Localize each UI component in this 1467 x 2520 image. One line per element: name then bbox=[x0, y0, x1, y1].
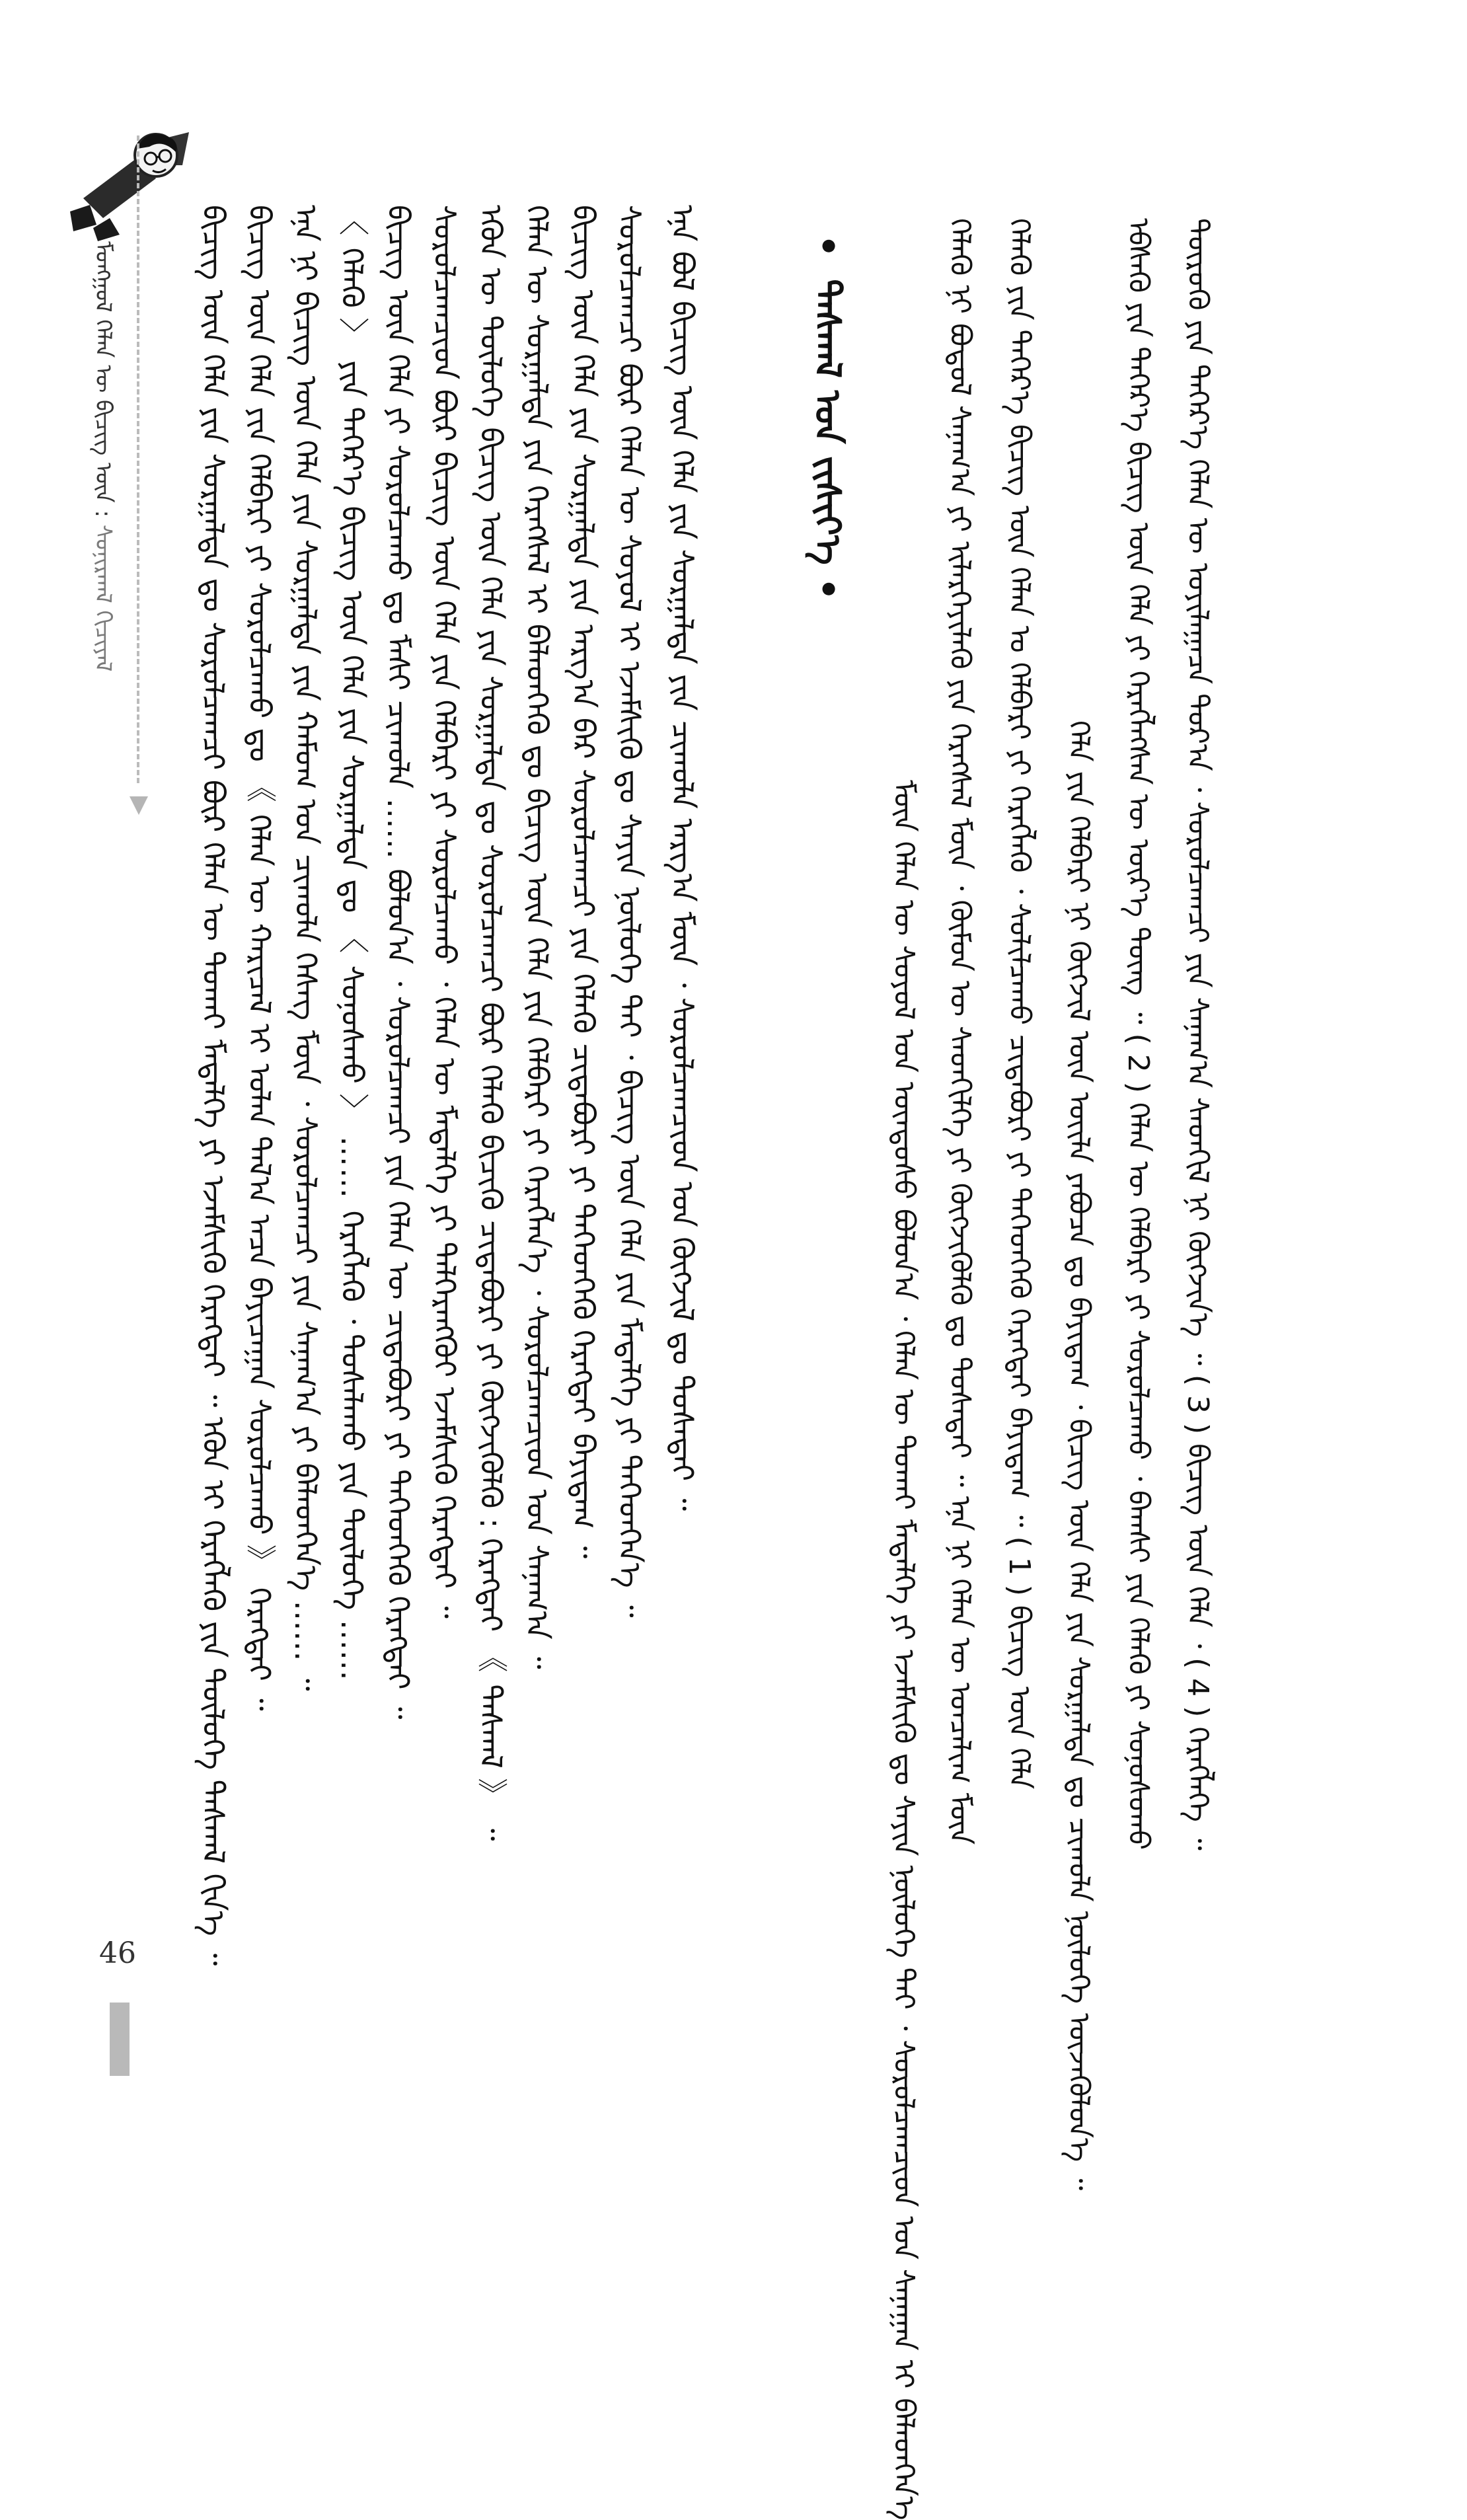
heading-bullet-end: • bbox=[807, 577, 848, 601]
body-column-10: ᠰᠤᠷᠤᠯᠴᠠᠭᠴᠢ ᠪᠦᠷ ᠬᠡᠯᠡᠨ ᠦ ᠰᠣᠶᠣᠯ ᠢ ᠡᠵᠡᠮᠰᠢᠬᠦ ᠳᠤ ᠰᠠᠶᠢᠨ ᠨᠥᠯᠥᠭᠡ ᠲᠠᠢ ᠂ ᠪᠢᠴᠢᠭ ᠦᠨ ᠬᠡᠯᠡ ᠶᠢᠨ ᠮᠡᠳᠡᠯᠭᠡ ᠶᠢ ᠳᠡᠭᠡᠳᠬᠡᠨ᠎ᠡ ᠃ bbox=[612, 205, 648, 1618]
top-paragraph-column-1: ᠮᠥᠨ ᠬᠡᠯᠡᠨ ᠦ ᠰᠣᠶᠣᠯ ᠤᠨ ᠦᠨᠳᠦᠰᠦ ᠪᠣᠯᠤᠨ᠎ᠠ ᠂ ᠬᠡᠯᠡᠨ ᠦ ᠲᠤᠬᠠᠢ ᠮᠡᠳᠡᠯᠭᠡ ᠶᠢ ᠡᠵᠡᠮᠰᠢᠬᠦ ᠳᠤ ᠰᠠᠶᠢᠨ ᠨᠥᠯᠥᠭᠡ ᠲᠠᠢ ᠂ ᠰᠤᠷᠤᠯᠴᠠᠭᠴᠢᠳ ᠤᠨ ᠰᠠᠨᠠᠭᠠᠨ ᠢ ᠪᠡᠯᠡᠳᠬᠡᠨ᠎ᠡ bbox=[887, 780, 921, 2520]
body-column-6: ᠰᠤᠷᠤᠯᠴᠠᠭᠴᠢᠳ ᠪᠦᠷ ᠪᠢᠴᠢᠭ ᠦᠨ ᠬᠡᠯᠡ ᠶᠢᠨ ᠬᠡᠯᠪᠡᠷᠢ ᠶᠢ ᠰᠤᠷᠤᠯᠴᠠᠬᠤ ᠂ ᠬᠡᠯᠡᠨ ᠦ ᠮᠡᠳᠡᠯᠭᠡ ᠶᠢ ᠳᠡᠯᠭᠡᠷᠡᠩᠭᠦᠢ ᠡᠵᠡᠮᠰᠢᠬᠦ ᠬᠡᠷᠡᠭᠲᠡᠢ ᠃ bbox=[427, 205, 463, 1619]
body-column-9: ᠪᠢᠴᠢᠭ ᠦᠨ ᠬᠡᠯᠡ ᠶᠢᠨ ᠰᠤᠷᠭᠠᠯᠲᠠ ᠶᠢᠨ ᠠᠷᠭ᠎ᠠ ᠪᠠᠷ ᠰᠤᠷᠤᠯᠴᠠᠭᠴᠢ ᠶᠢᠨ ᠬᠡᠯᠡᠬᠦ ᠴᠢᠳᠠᠪᠤᠷᠢ ᠶᠢ ᠳᠡᠭᠡᠳᠬᠡᠬᠦ ᠬᠡᠷᠡᠭᠲᠡᠢ ᠪᠠᠶᠢᠳᠠᠭ ᠃ bbox=[566, 205, 601, 1559]
body-column-2: ᠪᠢᠴᠢᠭ ᠦᠨ ᠬᠡᠯᠡ ᠶᠢᠨ ᠬᠡᠯᠪᠡᠷᠢ ᠶᠢ ᠰᠤᠷᠤᠯᠴᠠᠬᠤ ᠳᠤ 《 ᠬᠡᠯᠡᠨ ᠦ ᠬᠠᠷᠢᠴᠠᠯ ᠢ ᠣᠯᠠᠨ ᠲᠠᠯ᠎ᠠ ᠠᠴᠠ ᠪᠠᠶᠢᠴᠠᠭᠠᠨ ᠰᠤᠷᠤᠯᠴᠠᠬᠤ 》 ᠬᠡᠷᠡᠭᠲᠡᠢ ᠃ bbox=[242, 205, 278, 1711]
margin-arrow-icon bbox=[130, 796, 148, 815]
mascot-illustration bbox=[57, 119, 196, 245]
top-paragraph-column-4: ᠬᠡᠯᠡ ᠶᠢᠨ ᠬᠡᠯᠪᠡᠷᠢ ᠨᠢ ᠬᠥᠭᠵᠢᠯ ᠦᠨ ᠦᠢᠯᠡ ᠶᠠᠪᠤᠴᠠ ᠳᠤ ᠪᠠᠶᠢᠳᠠᠭ ᠂ ᠪᠢᠴᠢᠭ ᠦᠨ ᠬᠡᠯᠡ ᠶᠢᠨ ᠰᠤᠷᠭᠠᠯᠲᠠ ᠳᠤ ᠴᠢᠬᠤᠯᠠ ᠨᠥᠯᠥᠭᠡ ᠦᠵᠡᠭᠦᠯᠦᠨ᠎ᠡ ᠃ bbox=[1062, 720, 1096, 2191]
section-heading-text: ᠳᠠᠰᠬᠠᠯ ᠤᠨ ᠵᠢᠱᠢᠶ᠎ᠡ bbox=[807, 279, 848, 565]
page-edge-bar bbox=[110, 2003, 130, 2076]
body-column-5: ᠪᠢᠴᠢᠭ ᠦᠨ ᠬᠡᠯᠡ ᠶᠢ ᠰᠤᠷᠤᠯᠴᠠᠬᠤ ᠳᠤ ᠮᠠᠰᠢ ᠴᠢᠬᠤᠯᠠ …… ᠪᠣᠯᠤᠨ᠎ᠠ ᠂ ᠰᠤᠷᠤᠯᠴᠠᠭᠴᠢ ᠶᠢᠨ ᠬᠡᠯᠡᠨ ᠦ ᠴᠢᠳᠠᠪᠤᠷᠢ ᠶᠢ ᠳᠡᠭᠡᠳᠬᠡᠬᠦ ᠬᠡᠷᠡᠭᠲᠡᠢ ᠃ bbox=[381, 205, 416, 1720]
heading-bullet: • bbox=[807, 235, 848, 258]
top-paragraph-column-3: ᠬᠡᠯᠡᠬᠦ ᠶᠢᠨ ᠳᠡᠭᠡᠷ᠎ᠡ ᠪᠢᠴᠢᠭ ᠦᠨ ᠬᠡᠯᠡᠨ ᠤ ᠬᠡᠯᠪᠡᠷᠢ ᠶᠢ ᠬᠡᠷᠡᠭᠯᠡᠬᠦ ᠂ ᠰᠣᠯᠢᠯᠴᠠᠬᠤ ᠴᠢᠳᠠᠪᠤᠷᠢ ᠶᠢ ᠳᠡᠭᠡᠳᠬᠡᠬᠦ ᠬᠡᠷᠡᠭᠲᠡᠢ ᠪᠠᠶᠢᠳᠠᠭ ᠃ ( 1 ) ᠪᠢᠴᠢᠭ ᠦᠨ ᠬᠡᠯᠡ bbox=[1002, 218, 1036, 1790]
body-column-4: 〈 ᠬᠡᠯᠡᠬᠦ 〉 ᠶᠢᠨ ᠳᠡᠭᠡᠷ᠎ᠡ ᠪᠢᠴᠢᠭ ᠦᠨ ᠬᠡᠯᠡ ᠶᠢᠨ ᠰᠤᠷᠭᠠᠯᠲᠠ ᠳᠤ 〈 ᠰᠣᠨᠣᠰᠬᠤ 〉 …… ᠬᠡᠷᠡᠭᠯᠡᠬᠦ ᠂ ᠲᠤᠰᠠᠯᠠᠬᠤ ᠶᠢᠨ ᠲᠥᠯᠥᠭᠡ …… bbox=[334, 205, 370, 1681]
running-head-title: ᠮᠣᠩᠭᠣᠯ ᠬᠡᠯᠡᠨ ᠦ ᠪᠢᠴᠢᠭ ᠦᠨ bbox=[90, 241, 116, 503]
section-heading bbox=[796, 235, 859, 644]
running-head-subtitle: ᠰᠣᠨᠢᠷᠬᠠᠯ ᠬᠢᠴᠢᠶᠡᠯ bbox=[90, 524, 116, 672]
body-column-7: ᠡᠭᠦᠨ ᠦ ᠲᠥᠯᠥᠭᠡ ᠪᠢᠴᠢᠭ ᠦᠨ ᠬᠡᠯᠡ ᠶᠢᠨ ᠰᠤᠷᠭᠠᠯᠲᠠ ᠳᠤ ᠰᠤᠷᠤᠯᠴᠠᠭᠴᠢ ᠪᠦᠷ ᠬᠡᠯᠡᠬᠦ ᠪᠢᠴᠢᠬᠦ ᠴᠢᠳᠠᠪᠤᠷᠢ ᠶᠢ ᠬᠥᠭᠵᠢᠭᠦᠯᠬᠦ : ᠬᠡᠷᠡᠭᠲᠡᠢ 《 ᠳᠠᠰᠬᠠᠯ 》 ᠃ bbox=[473, 205, 509, 1841]
body-column-3: ᠡᠨᠡ ᠨᠢ ᠪᠢᠴᠢᠭ ᠦᠨ ᠬᠡᠯᠡ ᠶᠢᠨ ᠰᠤᠷᠭᠠᠯᠲᠠ ᠶᠢᠨ ᠬᠠᠮᠤᠭ ᠤᠨ ᠴᠢᠬᠤᠯᠠ ᠬᠡᠰᠡᠭ ᠮᠥᠨ ᠂ ᠰᠤᠷᠤᠯᠴᠠᠭᠴᠢ ᠶᠢᠨ ᠰᠠᠨᠠᠭ᠎ᠠ ᠶᠢ ᠪᠡᠯᠡᠳᠬᠡᠨ᠎ᠡ …… ᠃ bbox=[288, 205, 324, 1691]
top-paragraph-column-6: ᠲᠦᠷᠦᠬᠦ ᠶᠢᠨ ᠳᠡᠭᠡᠷ᠎ᠡ ᠬᠡᠯᠡᠨ ᠦ ᠣᠶᠢᠯᠠᠭᠠᠴᠠ ᠳᠣᠷ᠎ᠠ ᠂ ᠰᠤᠷᠤᠯᠴᠠᠭᠴᠢ ᠶᠢᠨ ᠰᠠᠨᠠᠭ᠎ᠠ ᠰᠡᠳᠬᠢᠯ ᠨᠢ ᠬᠥᠭᠵᠢᠨ᠎ᠡ ᠃ ( 3 ) ᠪᠢᠴᠢᠭ ᠦᠨ ᠬᠡᠯᠡ ᠂ ( 4 ) ᠬᠡᠷᠡᠭᠯᠡᠭᠡ ᠃ bbox=[1181, 218, 1215, 1851]
top-paragraph-column-5: ᠡᠪᠰᠡᠬᠦ ᠶᠢᠨ ᠳᠡᠭᠡᠷ᠎ᠡ ᠪᠢᠴᠢᠭ ᠦᠨ ᠬᠡᠯᠡ ᠶᠢ ᠬᠡᠷᠡᠭᠯᠡᠭᠰᠡᠨ ᠦ ᠦᠷ᠎ᠡ ᠳᠦᠩ ᠃ ( 2 ) ᠬᠡᠯᠡᠨ ᠦ ᠬᠡᠯᠪᠡᠷᠢ ᠶᠢ ᠰᠤᠷᠤᠯᠴᠠᠬᠤ ᠂ ᠪᠠᠭᠰᠢ ᠶᠢᠨ ᠬᠡᠯᠡᠬᠦ ᠶᠢ ᠰᠣᠨᠣᠰᠤᠬᠤ bbox=[1121, 218, 1155, 1851]
page-number: 46 bbox=[99, 1936, 136, 1970]
margin-dashed-line bbox=[137, 135, 139, 783]
top-paragraph-column-2: ᠬᠡᠯᠡᠬᠦ ᠨᠢ ᠪᠣᠳᠣᠯ ᠰᠠᠨᠠᠭ᠎ᠠ ᠶᠢ ᠢᠯᠡᠷᠬᠡᠶᠢᠯᠡᠬᠦ ᠶᠢᠨ ᠬᠡᠷᠡᠭᠰᠡᠯ ᠮᠥᠨ ᠂ ᠬᠦᠮᠦᠨ ᠦ ᠰᠡᠳᠬᠢᠯᠭᠡ ᠶᠢ ᠬᠥᠭᠵᠢᠭᠦᠯᠬᠦ ᠳᠤ ᠲᠤᠰᠠᠲᠠᠶ ᠃ ᠡᠨᠡ ᠨᠢ ᠬᠡᠯᠡᠨ ᠦ ᠣᠨᠴᠠᠯᠢᠭ ᠮᠥᠨ bbox=[943, 218, 977, 1845]
body-column-1: ᠪᠢᠴᠢᠭ ᠦᠨ ᠬᠡᠯᠡ ᠶᠢᠨ ᠰᠤᠷᠭᠠᠯᠲᠠ ᠳᠤ ᠰᠤᠷᠤᠯᠴᠠᠭᠴᠢ ᠪᠦᠷ ᠬᠡᠯᠡᠨ ᠦ ᠲᠤᠬᠠᠢ ᠮᠡᠳᠡᠯᠭᠡ ᠶᠢ ᠡᠵᠡᠮᠰᠢᠬᠦ ᠬᠡᠷᠡᠭᠲᠡᠢ ᠃ ᠡᠭᠦᠨ ᠢ ᠬᠡᠷᠡᠭᠯᠡᠬᠦ ᠶᠢᠨ ᠲᠥᠯᠥᠭᠡ ᠳᠠᠰᠬᠠᠯ ᠬᠢᠨ᠎ᠡ ᠃ bbox=[196, 205, 231, 1966]
body-column-8: ᠬᠡᠯᠡᠨ ᠦ ᠰᠤᠷᠭᠠᠯᠲᠠ ᠶᠢᠨ ᠬᠡᠷᠡᠭᠰᠡᠯ ᠢ ᠪᠡᠯᠡᠳᠬᠡᠬᠦ ᠳᠤ ᠪᠢᠴᠢᠭ ᠦᠨ ᠬᠡᠯᠡ ᠶᠢᠨ ᠬᠡᠯᠪᠡᠷᠢ ᠶᠢ ᠬᠡᠷᠡᠭᠯᠡᠨ᠎ᠡ ᠂ ᠰᠤᠷᠤᠯᠴᠠᠭᠴᠢᠳ ᠤᠨ ᠰᠠᠨᠠᠭ᠎ᠠ ᠃ bbox=[519, 205, 555, 1669]
running-head: ᠮᠣᠩᠭᠣᠯ ᠬᠡᠯᠡᠨ ᠦ ᠪᠢᠴᠢᠭ ᠦᠨ : ᠰᠣᠨᠢᠷᠬᠠᠯ ᠬᠢᠴᠢᠶᠡᠯ bbox=[90, 241, 116, 672]
body-column-11: ᠡᠨᠡ ᠪᠣᠯ ᠪᠢᠴᠢᠭ ᠦᠨ ᠬᠡᠯᠡ ᠶᠢᠨ ᠰᠤᠷᠭᠠᠯᠲᠠ ᠶᠢᠨ ᠴᠢᠬᠤᠯᠠ ᠠᠷᠭ᠎ᠠ ᠮᠥᠨ ᠂ ᠰᠤᠷᠤᠯᠴᠠᠭᠴᠢᠳ ᠤᠨ ᠬᠥᠭᠵᠢᠯ ᠳᠤ ᠲᠤᠰᠠᠲᠠᠢ ᠃ bbox=[665, 205, 700, 1511]
